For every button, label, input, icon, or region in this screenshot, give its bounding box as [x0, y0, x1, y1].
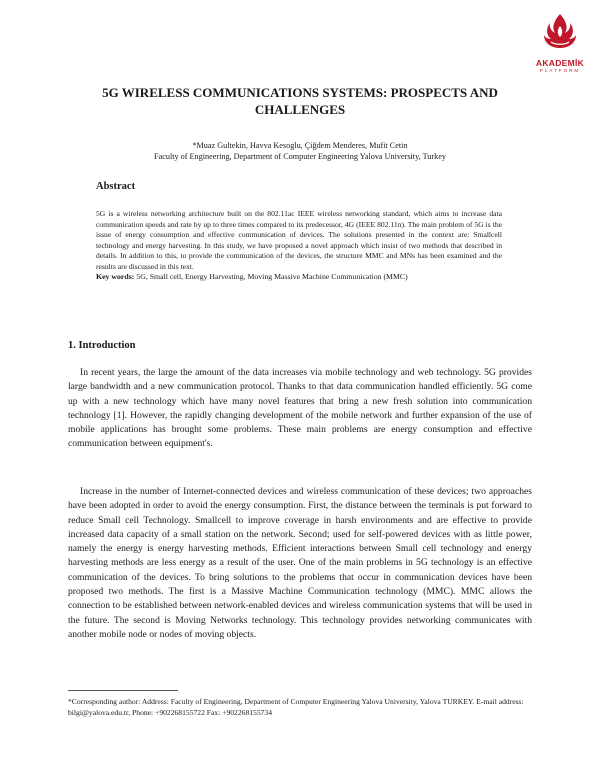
- paper-title: 5G WIRELESS COMMUNICATIONS SYSTEMS: PROSPECTS AND CHALLENGES: [102, 85, 498, 117]
- keywords: [96, 272, 516, 282]
- logo-text: AKADEMİK: [535, 58, 585, 68]
- author-block: [60, 140, 540, 162]
- intro-paragraph-2: Increase in the number of Internet-connected devices and wireless communication of these devices; two approaches have been adopted in order to avoid the energy consumption. First, the distance between the terminals is put forward to reduce Small cell Technology. Smallcell to improve coverage in harsh environments and are effective to provide increased data capacity of a small station on the network. Second; used for self-powered devices with as little power, namely the energy is energy harvesting methods. Efficient interactions between Small cell technology and energy harvesting methods are less energy as a result of the user. One of the main problems in 5G technology is an effective communication of the devices. To bring solutions to the problems that occur in communication devices have been proposed two methods. The first is a Massive Machine Communication technology (MMC). MMC allows the connection to be established between network-enabled devices and wireless communication systems that will be used in the future. The second is Moving Networks technology. This technology provides networking communicates with another mobile node or nodes of moving objects.: [68, 486, 532, 640]
- footnote-divider: [68, 690, 178, 691]
- akademik-platform-logo: [530, 12, 590, 82]
- logo-flame-icon: [543, 12, 577, 56]
- keywords-label: Key words:: [96, 272, 135, 281]
- author-list: *Muaz Gultekin, Havva Kesoglu, Çiğdem Menderes, Mufit Cetin: [192, 141, 408, 150]
- logo-subtext: PLATFORM: [539, 68, 581, 73]
- intro-paragraph-1: In recent years, the large the amount of the data increases via mobile technology and web technology. 5G provides large bandwidth and a new communication protocol. Thanks to that data communication handled efficiently. 5G come up with a new technology which have many novel features that bring a new fresh solution into communication technology [1]. However, the rapidly changing development of the mobile network and further expansion of the use of mobile applications has brought some problems. These main problems are energy consumption and effective communication between equipment's.: [68, 367, 532, 450]
- abstract-text: 5G is a wireless networking architecture built on the 802.11ac IEEE wireless networking standard, which aims to increase data communication speeds and rate by up to three times compared to its predecessor, 4G (IEEE 802.11n). The main problem of 5G is the issue of energy consumption and effective communication of devices. The solutions presented in the context are: Smallcell technology and energy harvesting. In this study, we have proposed a novel approach which insist of two methods that described in details. In addition to this, to provide the communication of the devices, the structure MMC and MNs has been examined and the results are discussed in this text.: [96, 209, 502, 271]
- abstract-heading: Abstract: [96, 181, 136, 192]
- corresponding-author-footnote: *Corresponding author: Address: Faculty of Engineering, Department of Computer Engineering Yalova University, Yalova TURKEY. E-mail address: bilgi@yalova.edu.tr, Phone: +902268155722 Fax: +902268155734: [68, 697, 524, 717]
- section-heading-introduction: 1. Introduction: [68, 340, 136, 351]
- keywords-text: 5G, Small cell, Energy Harvesting, Moving Massive Machine Communication (MMC): [136, 272, 408, 281]
- affiliation: Faculty of Engineering, Department of Computer Engineering Yalova University, Turkey: [154, 152, 446, 161]
